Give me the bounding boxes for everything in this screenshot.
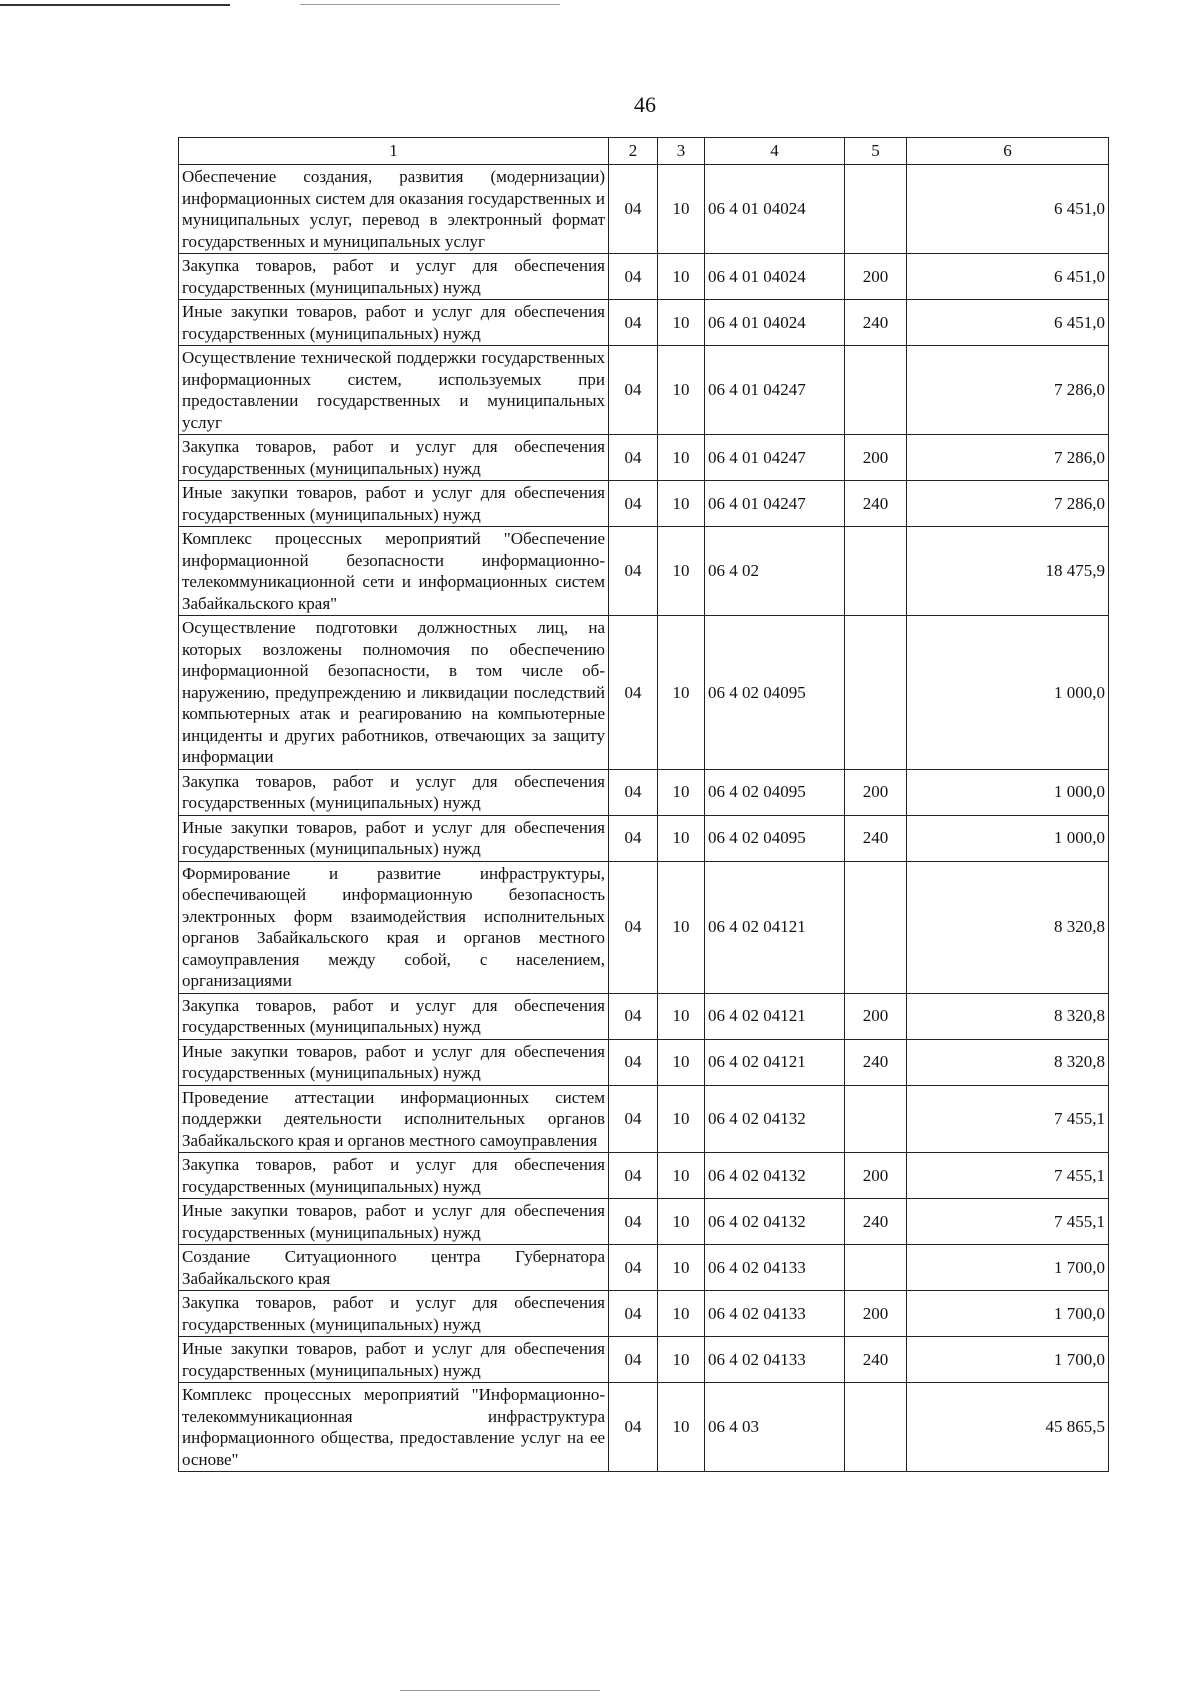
row-description: Обеспечение создания, развития (модернизации) информационных систем для оказания государственных и муниципальных услуг, перевод в электронный формат государственных и муниципальных услуг — [179, 165, 609, 254]
header-col-1: 1 — [179, 138, 609, 165]
row-expense-type-code: 240 — [845, 300, 907, 346]
row-section-code: 04 — [609, 993, 658, 1039]
table-row — [179, 993, 1109, 1039]
row-expense-type-code — [845, 1085, 907, 1153]
row-subsection-code: 10 — [658, 861, 705, 993]
row-description: Комплекс процессных мероприятий "Обеспечение информационной безопасности информационно-телекоммуникационной сети и информационных систем Забайкальского края" — [179, 527, 609, 616]
row-section-code: 04 — [609, 346, 658, 435]
row-section-code: 04 — [609, 1153, 658, 1199]
row-amount: 7 286,0 — [907, 481, 1109, 527]
row-description: Формирование и развитие инфраструктуры, обеспечивающей информационную безопасность электронных форм взаимодействия исполнительных органов Забайкальского края и органов местного самоуправления между собой, с населением, организациями — [179, 861, 609, 993]
row-expense-type-code — [845, 527, 907, 616]
row-target-item-code: 06 4 01 04247 — [705, 435, 845, 481]
row-target-item-code: 06 4 01 04024 — [705, 165, 845, 254]
table-row — [179, 165, 1109, 254]
table-body — [179, 165, 1109, 1472]
row-section-code: 04 — [609, 1199, 658, 1245]
row-expense-type-code — [845, 165, 907, 254]
row-section-code: 04 — [609, 1245, 658, 1291]
scan-artifact-top-faint — [300, 4, 560, 5]
row-description: Осуществление подготовки должностных лиц, на которых возложены полномочия по обеспечению информационной безопасности, в том числе обнаружению, предупреждению и ликвидации последствий компьютерных атак и реагированию на компьютерные инциденты и других работников, отвечающих за защиту информации — [179, 616, 609, 770]
row-target-item-code: 06 4 02 04095 — [705, 616, 845, 770]
row-section-code: 04 — [609, 1337, 658, 1383]
table-row — [179, 616, 1109, 770]
row-subsection-code: 10 — [658, 1383, 705, 1472]
row-expense-type-code — [845, 1245, 907, 1291]
row-amount: 8 320,8 — [907, 993, 1109, 1039]
scan-artifact-top — [0, 4, 230, 6]
row-expense-type-code — [845, 861, 907, 993]
row-amount: 6 451,0 — [907, 254, 1109, 300]
row-subsection-code: 10 — [658, 1153, 705, 1199]
row-section-code: 04 — [609, 1039, 658, 1085]
row-section-code: 04 — [609, 616, 658, 770]
row-target-item-code: 06 4 01 04024 — [705, 300, 845, 346]
row-description: Иные закупки товаров, работ и услуг для обеспечения государственных (муниципальных) нужд — [179, 481, 609, 527]
row-subsection-code: 10 — [658, 1291, 705, 1337]
row-amount: 18 475,9 — [907, 527, 1109, 616]
row-subsection-code: 10 — [658, 300, 705, 346]
row-section-code: 04 — [609, 254, 658, 300]
row-description: Закупка товаров, работ и услуг для обеспечения государственных (муниципальных) нужд — [179, 1291, 609, 1337]
row-subsection-code: 10 — [658, 435, 705, 481]
table-row — [179, 254, 1109, 300]
row-subsection-code: 10 — [658, 527, 705, 616]
row-expense-type-code — [845, 616, 907, 770]
table-row — [179, 1337, 1109, 1383]
header-col-2: 2 — [609, 138, 658, 165]
row-description: Закупка товаров, работ и услуг для обеспечения государственных (муниципальных) нужд — [179, 435, 609, 481]
row-expense-type-code: 240 — [845, 1199, 907, 1245]
row-description: Комплекс процессных мероприятий "Информационно-телекоммуникационная инфраструктура информационного общества, предоставление услуг на ее основе" — [179, 1383, 609, 1472]
row-section-code: 04 — [609, 1085, 658, 1153]
header-row — [179, 138, 1109, 165]
table-row — [179, 435, 1109, 481]
row-subsection-code: 10 — [658, 1245, 705, 1291]
row-target-item-code: 06 4 03 — [705, 1383, 845, 1472]
row-section-code: 04 — [609, 165, 658, 254]
row-target-item-code: 06 4 02 04132 — [705, 1153, 845, 1199]
row-amount: 7 455,1 — [907, 1085, 1109, 1153]
row-description: Проведение аттестации информационных систем поддержки деятельности исполнительных органов Забайкальского края и органов местного самоуправления — [179, 1085, 609, 1153]
table-row — [179, 861, 1109, 993]
row-description: Закупка товаров, работ и услуг для обеспечения государственных (муниципальных) нужд — [179, 993, 609, 1039]
row-target-item-code: 06 4 01 04247 — [705, 346, 845, 435]
row-section-code: 04 — [609, 1291, 658, 1337]
budget-table — [178, 137, 1109, 1472]
row-section-code: 04 — [609, 861, 658, 993]
row-subsection-code: 10 — [658, 815, 705, 861]
row-description: Закупка товаров, работ и услуг для обеспечения государственных (муниципальных) нужд — [179, 1153, 609, 1199]
row-expense-type-code: 200 — [845, 769, 907, 815]
row-description: Создание Ситуационного центра Губернатора Забайкальского края — [179, 1245, 609, 1291]
row-expense-type-code: 240 — [845, 481, 907, 527]
table-row — [179, 527, 1109, 616]
row-amount: 8 320,8 — [907, 1039, 1109, 1085]
row-expense-type-code: 240 — [845, 1039, 907, 1085]
row-amount: 7 286,0 — [907, 346, 1109, 435]
row-amount: 7 286,0 — [907, 435, 1109, 481]
row-description: Осуществление технической поддержки государственных информационных систем, используемых при предоставлении государственных и муниципальных услуг — [179, 346, 609, 435]
row-amount: 1 000,0 — [907, 616, 1109, 770]
row-expense-type-code: 240 — [845, 1337, 907, 1383]
row-subsection-code: 10 — [658, 165, 705, 254]
table-row — [179, 1199, 1109, 1245]
row-subsection-code: 10 — [658, 346, 705, 435]
table-row — [179, 1039, 1109, 1085]
row-subsection-code: 10 — [658, 1199, 705, 1245]
table-row — [179, 1245, 1109, 1291]
row-section-code: 04 — [609, 481, 658, 527]
row-subsection-code: 10 — [658, 1337, 705, 1383]
table-row — [179, 1291, 1109, 1337]
row-description: Иные закупки товаров, работ и услуг для обеспечения государственных (муниципальных) нужд — [179, 300, 609, 346]
row-subsection-code: 10 — [658, 481, 705, 527]
row-description: Закупка товаров, работ и услуг для обеспечения государственных (муниципальных) нужд — [179, 769, 609, 815]
row-section-code: 04 — [609, 1383, 658, 1472]
row-target-item-code: 06 4 02 04121 — [705, 861, 845, 993]
row-expense-type-code: 200 — [845, 1153, 907, 1199]
header-col-6: 6 — [907, 138, 1109, 165]
row-subsection-code: 10 — [658, 254, 705, 300]
row-subsection-code: 10 — [658, 993, 705, 1039]
row-amount: 1 700,0 — [907, 1291, 1109, 1337]
row-expense-type-code: 200 — [845, 1291, 907, 1337]
row-target-item-code: 06 4 02 04133 — [705, 1337, 845, 1383]
table-row — [179, 1153, 1109, 1199]
row-amount: 1 000,0 — [907, 769, 1109, 815]
row-target-item-code: 06 4 02 04133 — [705, 1291, 845, 1337]
row-amount: 6 451,0 — [907, 165, 1109, 254]
table-row — [179, 481, 1109, 527]
row-expense-type-code: 200 — [845, 254, 907, 300]
row-subsection-code: 10 — [658, 1039, 705, 1085]
row-section-code: 04 — [609, 300, 658, 346]
table-row — [179, 1085, 1109, 1153]
table-row — [179, 300, 1109, 346]
row-section-code: 04 — [609, 435, 658, 481]
row-target-item-code: 06 4 02 04121 — [705, 1039, 845, 1085]
row-section-code: 04 — [609, 815, 658, 861]
row-target-item-code: 06 4 02 04121 — [705, 993, 845, 1039]
row-amount: 1 700,0 — [907, 1245, 1109, 1291]
row-expense-type-code: 240 — [845, 815, 907, 861]
row-amount: 8 320,8 — [907, 861, 1109, 993]
page-number: 46 — [634, 92, 656, 117]
header-col-3: 3 — [658, 138, 705, 165]
row-amount: 1 700,0 — [907, 1337, 1109, 1383]
row-section-code: 04 — [609, 769, 658, 815]
row-description: Закупка товаров, работ и услуг для обеспечения государственных (муниципальных) нужд — [179, 254, 609, 300]
table-row — [179, 769, 1109, 815]
row-target-item-code: 06 4 02 04133 — [705, 1245, 845, 1291]
row-section-code: 04 — [609, 527, 658, 616]
row-amount: 6 451,0 — [907, 300, 1109, 346]
row-target-item-code: 06 4 02 04095 — [705, 769, 845, 815]
row-expense-type-code — [845, 1383, 907, 1472]
row-amount: 7 455,1 — [907, 1153, 1109, 1199]
header-col-4: 4 — [705, 138, 845, 165]
row-target-item-code: 06 4 02 04132 — [705, 1085, 845, 1153]
row-description: Иные закупки товаров, работ и услуг для обеспечения государственных (муниципальных) нужд — [179, 1039, 609, 1085]
row-target-item-code: 06 4 01 04024 — [705, 254, 845, 300]
row-expense-type-code — [845, 346, 907, 435]
row-target-item-code: 06 4 02 — [705, 527, 845, 616]
row-subsection-code: 10 — [658, 769, 705, 815]
row-description: Иные закупки товаров, работ и услуг для обеспечения государственных (муниципальных) нужд — [179, 815, 609, 861]
row-description: Иные закупки товаров, работ и услуг для обеспечения государственных (муниципальных) нужд — [179, 1199, 609, 1245]
row-amount: 45 865,5 — [907, 1383, 1109, 1472]
row-amount: 7 455,1 — [907, 1199, 1109, 1245]
row-expense-type-code: 200 — [845, 993, 907, 1039]
row-subsection-code: 10 — [658, 1085, 705, 1153]
table-row — [179, 815, 1109, 861]
header-col-5: 5 — [845, 138, 907, 165]
row-expense-type-code: 200 — [845, 435, 907, 481]
table-row — [179, 346, 1109, 435]
table-row — [179, 1383, 1109, 1472]
row-target-item-code: 06 4 02 04095 — [705, 815, 845, 861]
row-subsection-code: 10 — [658, 616, 705, 770]
row-amount: 1 000,0 — [907, 815, 1109, 861]
scan-artifact-bottom — [400, 1690, 600, 1691]
row-target-item-code: 06 4 02 04132 — [705, 1199, 845, 1245]
row-target-item-code: 06 4 01 04247 — [705, 481, 845, 527]
row-description: Иные закупки товаров, работ и услуг для обеспечения государственных (муниципальных) нужд — [179, 1337, 609, 1383]
